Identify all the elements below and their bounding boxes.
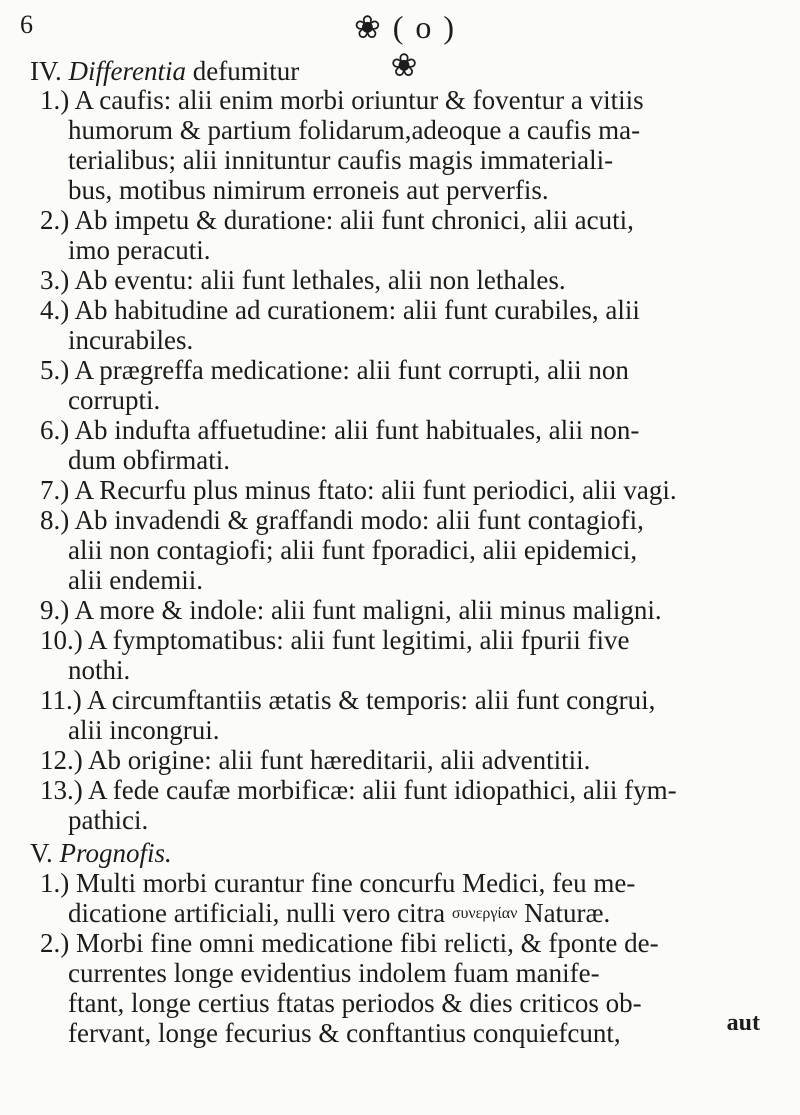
text-line: 5.) A prægreffa medicatione: alii funt corrupti, alii non xyxy=(40,355,629,385)
text-line: 9.) A more & indole: alii funt maligni, alii minus maligni. xyxy=(40,595,662,625)
text-line: 7.) A Recurfu plus minus ftato: alii funt periodici, alii vagi. xyxy=(40,475,677,505)
text-line: ftant, longe certius ftatas periodos & dies criticos ob- xyxy=(68,988,642,1018)
text-line: currentes longe evidentius indolem fuam manife- xyxy=(68,958,600,988)
text-line: 12.) Ab origine: alii funt hæreditarii, alii adventitii. xyxy=(40,745,591,775)
text-fragment: dicatione artificiali, nulli vero citra xyxy=(68,898,446,928)
catchword: aut xyxy=(726,1010,760,1036)
text-line: 2.) Ab impetu & duratione: alii funt chronici, alii acuti, xyxy=(40,205,634,235)
text-line: 3.) Ab eventu: alii funt lethales, alii non lethales. xyxy=(40,265,566,295)
text-line: 1.) A caufis: alii enim morbi oriuntur & foventur a vitiis xyxy=(40,85,644,115)
section-iv-title-rest: defumitur xyxy=(192,56,300,86)
text-line: alii non contagiofi; alii funt fporadici, alii epidemici, xyxy=(68,535,638,565)
text-line: humorum & partium folidarum,adeoque a caufis ma- xyxy=(68,115,641,145)
section-iv-heading xyxy=(30,56,299,86)
section-iv-number: IV. xyxy=(30,56,62,86)
text-line: nothi. xyxy=(68,655,131,685)
text-line: corrupti. xyxy=(68,385,161,415)
text-line: dum obfirmati. xyxy=(68,445,230,475)
text-line: 4.) Ab habitudine ad curationem: alii funt curabiles, alii xyxy=(40,295,640,325)
text-fragment: Naturæ. xyxy=(524,898,611,928)
text-line: 11.) A circumftantiis ætatis & temporis: alii funt congrui, xyxy=(40,685,656,715)
text-line: alii endemii. xyxy=(68,565,203,595)
text-line: 2.) Morbi fine omni medicatione fibi relicti, & fponte de- xyxy=(40,928,659,958)
text-line: bus, motibus nimirum erroneis aut perverfis. xyxy=(68,175,549,205)
section-iv-title: Differentia xyxy=(68,56,186,86)
text-line: 10.) A fymptomatibus: alii funt legitimi, alii fpurii five xyxy=(40,625,630,655)
text-line: alii incongrui. xyxy=(68,715,220,745)
section-v-number: V. xyxy=(30,838,53,868)
section-v-title: Prognofis. xyxy=(59,838,172,868)
text-line: incurabiles. xyxy=(68,325,194,355)
header-ornament: ❀ ( o ) ❀ xyxy=(353,9,457,83)
text-line-with-greek xyxy=(68,898,610,929)
text-line: fervant, longe fecurius & conftantius conquiefcunt, xyxy=(68,1018,621,1048)
text-line: 1.) Multi morbi curantur fine concurfu Medici, feu me- xyxy=(40,868,636,898)
text-line: 8.) Ab invadendi & graffandi modo: alii funt contagiofi, xyxy=(40,505,644,535)
folio-mark: 6 xyxy=(20,10,33,39)
text-line: terialibus; alii innituntur caufis magis immateriali- xyxy=(68,145,614,175)
text-line: imo peracuti. xyxy=(68,235,211,265)
text-line: pathici. xyxy=(68,805,149,835)
greek-word: συνεργίαν xyxy=(451,905,518,922)
text-line: 6.) Ab indufta affuetudine: alii funt habituales, alii non- xyxy=(40,415,640,445)
text-line: 13.) A fede caufæ morbificæ: alii funt idiopathici, alii fym- xyxy=(40,775,677,805)
section-v-heading xyxy=(30,838,172,868)
